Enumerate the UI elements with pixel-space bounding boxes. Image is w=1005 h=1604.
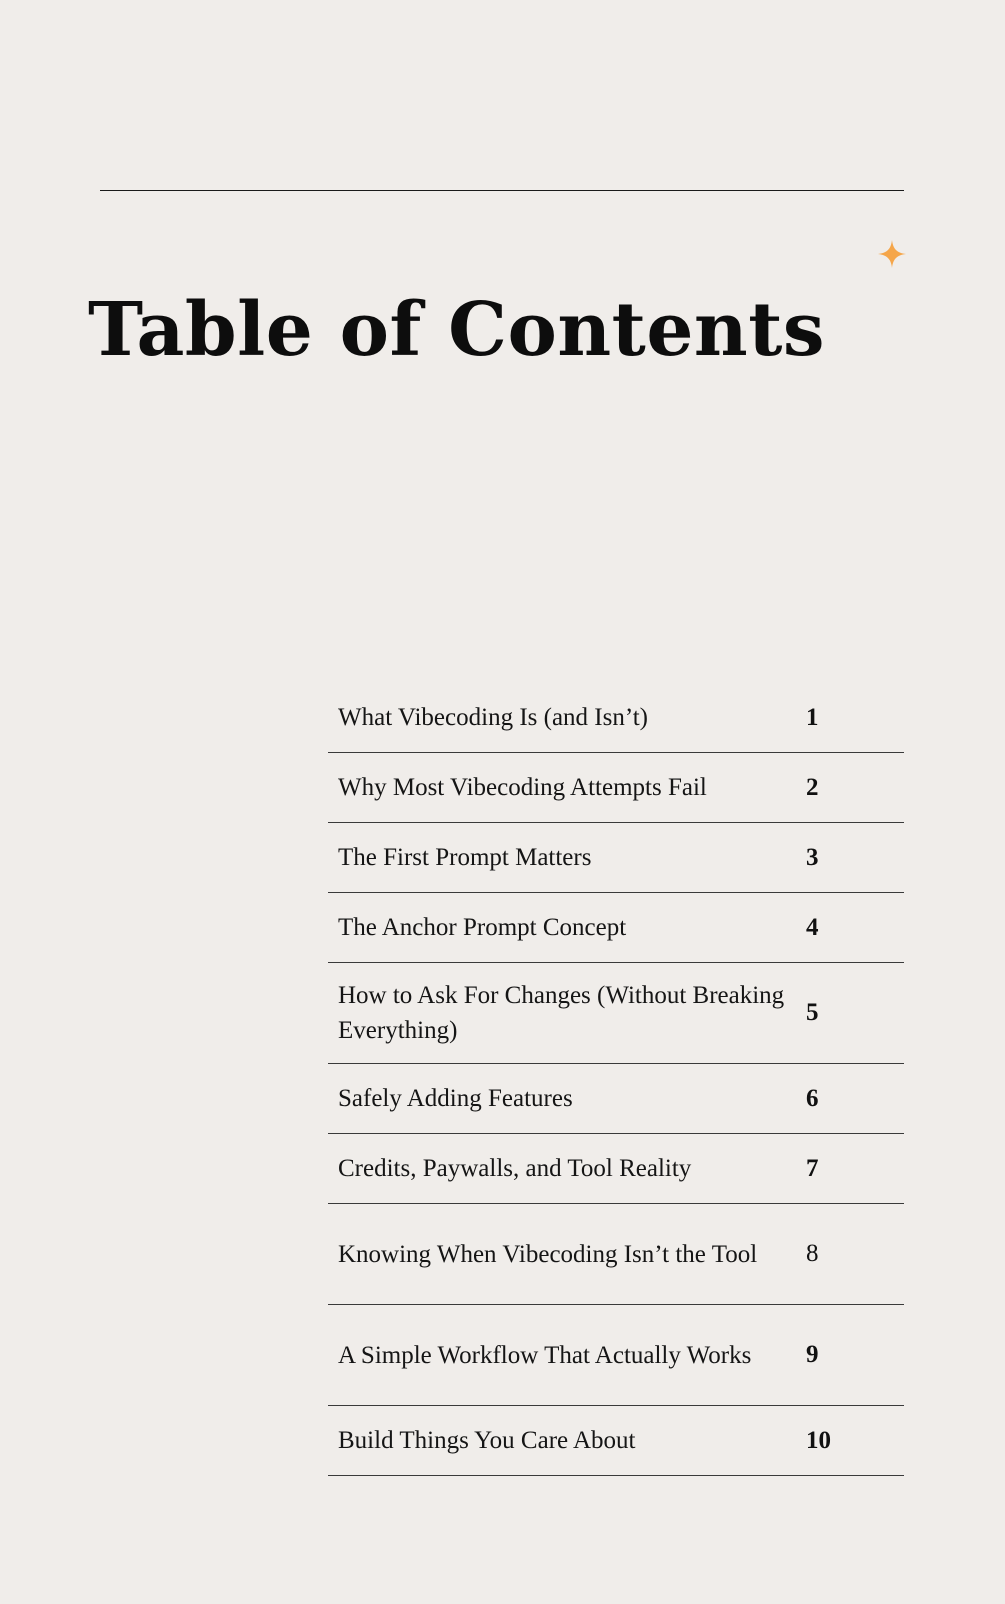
toc-entry[interactable] — [328, 1406, 904, 1476]
toc-entry-page-number: 2 — [806, 773, 819, 801]
page-title: Table of Contents — [88, 287, 826, 373]
toc-entry-page-number: 9 — [806, 1341, 819, 1368]
toc-entry[interactable] — [328, 1204, 904, 1305]
toc-entry[interactable] — [328, 1064, 904, 1134]
toc-entry-title: Credits, Paywalls, and Tool Reality — [338, 1155, 692, 1182]
toc-entry-page-number: 1 — [806, 703, 819, 731]
toc-entry-title: Why Most Vibecoding Attempts Fail — [338, 774, 707, 801]
toc-entry[interactable] — [328, 893, 904, 963]
toc-entry-title: Knowing When Vibecoding Isn’t the Tool — [338, 1240, 758, 1268]
toc-entry-page-number: 5 — [806, 999, 819, 1026]
top-divider — [100, 190, 904, 191]
toc-entry-title: The Anchor Prompt Concept — [338, 914, 627, 941]
toc-entry-title: Safely Adding Features — [338, 1085, 573, 1112]
toc-entry-title: A Simple Workflow That Actually Works — [338, 1341, 752, 1369]
toc-entry-page-number: 7 — [806, 1154, 819, 1182]
toc-entry-title: The First Prompt Matters — [338, 844, 592, 871]
toc-entry-title: Build Things You Care About — [338, 1427, 636, 1454]
toc-entry[interactable] — [328, 823, 904, 893]
toc-entry-page-number: 4 — [806, 913, 819, 941]
toc-entry-page-number: 10 — [806, 1426, 831, 1454]
toc-entry[interactable] — [328, 753, 904, 823]
toc-entry[interactable] — [328, 963, 904, 1064]
toc-entry[interactable] — [328, 1305, 904, 1406]
toc-entry-page-number: 6 — [806, 1084, 819, 1112]
toc-entry-page-number: 8 — [806, 1240, 819, 1267]
toc-entry-title: What Vibecoding Is (and Isn’t) — [338, 704, 648, 731]
four-point-star-icon — [878, 240, 906, 268]
toc-entry-title: How to Ask For Changes (Without Breaking Everything) — [338, 982, 785, 1044]
toc-entry[interactable] — [328, 683, 904, 753]
toc-entry[interactable] — [328, 1134, 904, 1204]
toc-entry-page-number: 3 — [806, 843, 819, 871]
toc-list — [328, 683, 904, 1476]
